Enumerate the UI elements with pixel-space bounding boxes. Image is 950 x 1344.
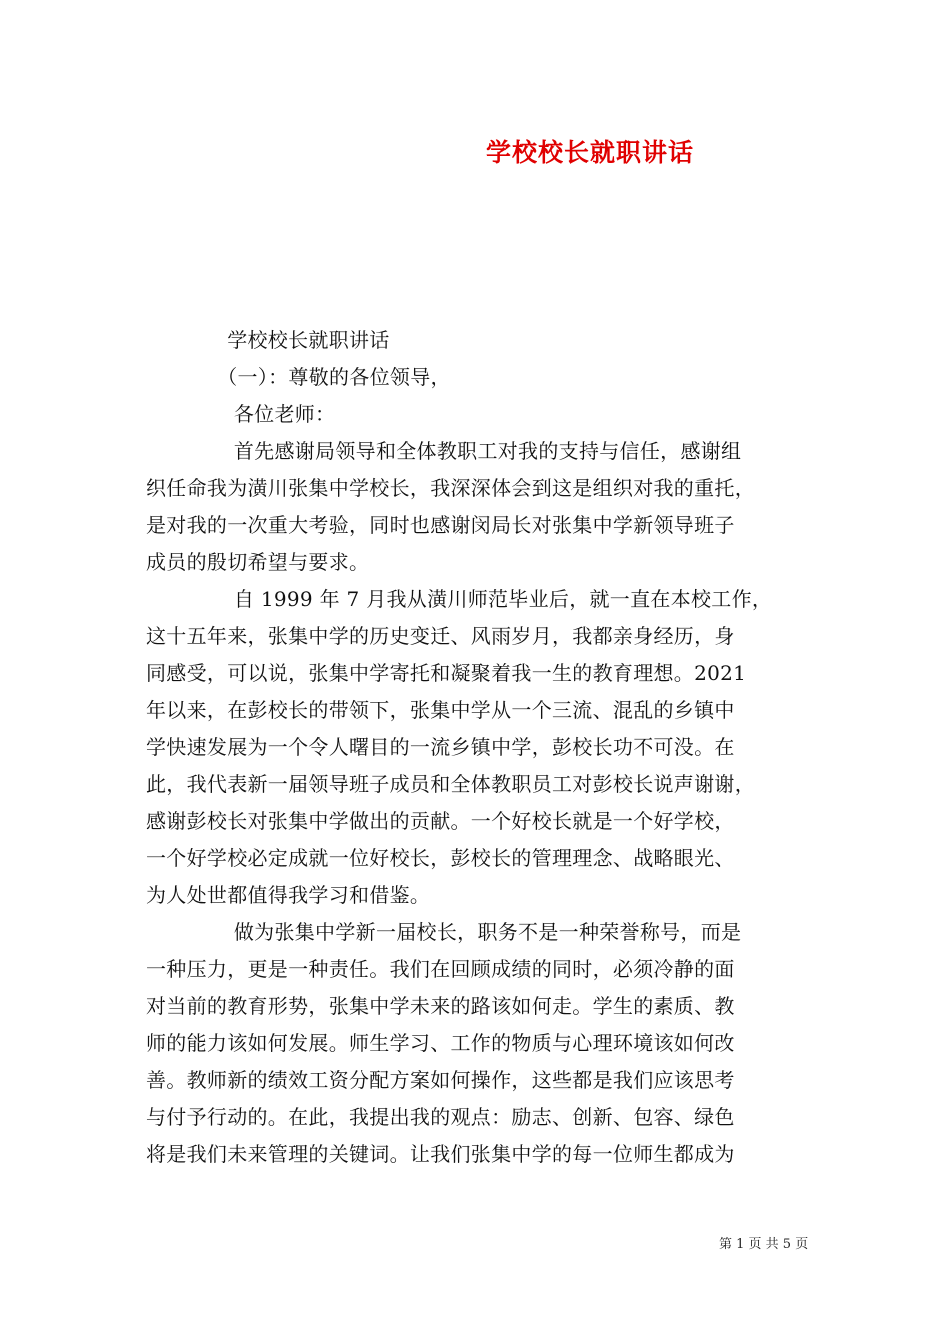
- text-line: 做为张集中学新一届校长，职务不是一种荣誉称号，而是: [146, 920, 742, 944]
- text-line: 学校校长就职讲话: [146, 328, 390, 352]
- text-line: 学快速发展为一个令人曙目的一流乡镇中学，彭校长功不可没。在: [146, 735, 735, 759]
- page-title: 学校校长就职讲话: [486, 138, 695, 167]
- text-line: （一）：尊敬的各位领导，: [146, 365, 451, 389]
- text-line: 一个好学校必定成就一位好校长，彭校长的管理理念、战略眼光、: [146, 846, 735, 870]
- text-line: 为人处世都值得我学习和借鉴。: [146, 883, 431, 907]
- text-line: 感谢彭校长对张集中学做出的贡献。一个好校长就是一个好学校，: [146, 809, 735, 833]
- text-line: 同感受，可以说，张集中学寄托和凝聚着我一生的教育理想。2021: [146, 661, 747, 685]
- text-line: 与付予行动的。在此，我提出我的观点：励志、创新、包容、绿色: [146, 1105, 735, 1129]
- text-line: 此，我代表新一届领导班子成员和全体教职员工对彭校长说声谢谢，: [146, 772, 755, 796]
- text-line: 一种压力，更是一种责任。我们在回顾成绩的同时，必须冷静的面: [146, 957, 735, 981]
- body-text: [146, 322, 806, 1173]
- text-line: 是对我的一次重大考验，同时也感谢闵局长对张集中学新领导班子: [146, 513, 735, 537]
- text-line: 对当前的教育形势，张集中学未来的路该如何走。学生的素质、教: [146, 994, 735, 1018]
- text-line: 织任命我为潢川张集中学校长，我深深体会到这是组织对我的重托，: [146, 476, 755, 500]
- text-line: 各位老师：: [146, 402, 336, 426]
- text-line: 这十五年来，张集中学的历史变迁、风雨岁月，我都亲身经历，身: [146, 624, 735, 648]
- text-line: 首先感谢局领导和全体教职工对我的支持与信任，感谢组: [146, 439, 742, 463]
- text-line: 将是我们未来管理的关键词。让我们张集中学的每一位师生都成为: [146, 1142, 735, 1166]
- text-line: 自 1999 年 7 月我从潢川师范毕业后，就一直在本校工作，: [146, 587, 773, 611]
- text-line: 善。教师新的绩效工资分配方案如何操作，这些都是我们应该思考: [146, 1068, 735, 1092]
- text-line: 年以来，在彭校长的带领下，张集中学从一个三流、混乱的乡镇中: [146, 698, 735, 722]
- page-footer: 第 1 页 共 5 页: [719, 1237, 809, 1252]
- text-line: 师的能力该如何发展。师生学习、工作的物质与心理环境该如何改: [146, 1031, 735, 1055]
- text-line: 成员的殷切希望与要求。: [146, 550, 370, 574]
